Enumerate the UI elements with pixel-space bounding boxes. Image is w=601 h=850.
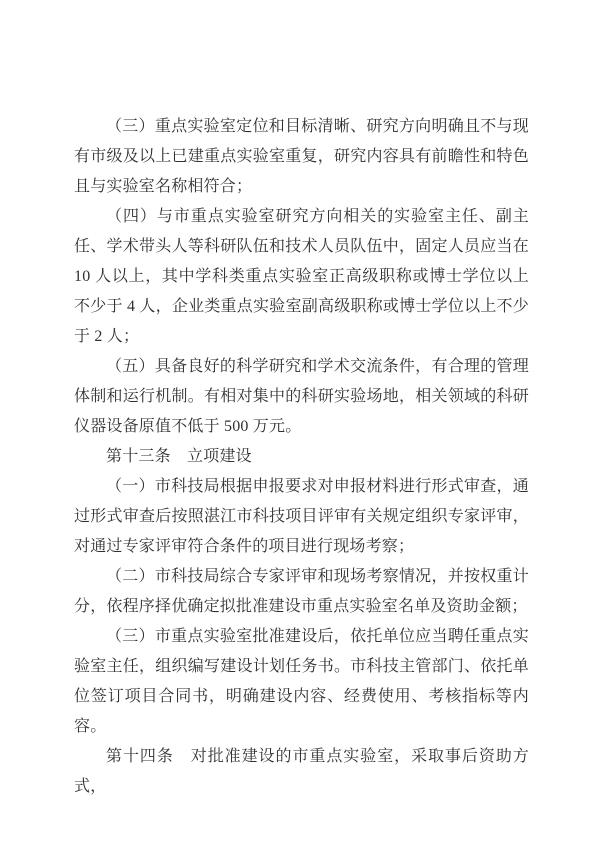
paragraph-item-4-personnel: （四）与市重点实验室研究方向相关的实验室主任、副主任、学术带头人等科研队伍和技术人员队伍中，固定人员应当在 10 人以上，其中学科类重点实验室正高级职称或博士学位以上不少于 4 人，企业类重点实验室副高级职称或博士学位以上不少于 2 人； xyxy=(74,208,529,345)
paragraph-article-13-item-2-scoring: （二）市科技局综合专家评审和现场考察情况，并按权重计分，依程序择优确定拟批准建设市重点实验室名单及资助金额； xyxy=(74,568,529,615)
paragraph-article-13-item-3-contract: （三）市重点实验室批准建设后，依托单位应当聘任重点实验室主任，组织编写建设计划任务书。市科技主管部门、依托单位签订项目合同书，明确建设内容、经费使用、考核指标等内容。 xyxy=(74,628,529,735)
paragraph-article-14-funding: 第十四条 对批准建设的市重点实验室，采取事后资助方式， xyxy=(74,748,529,795)
document-text-block xyxy=(74,112,529,802)
paragraph-item-3-positioning: （三）重点实验室定位和目标清晰、研究方向明确且不与现有市级及以上已建重点实验室重复，研究内容具有前瞻性和特色且与实验室名称相符合； xyxy=(74,118,529,195)
paragraph-item-5-facilities: （五）具备良好的科学研究和学术交流条件，有合理的管理体制和运行机制。有相对集中的科研实验场地，相关领域的科研仪器设备原值不低于 500 万元。 xyxy=(74,358,529,435)
paragraph-article-13-item-1-review: （一）市科技局根据申报要求对申报材料进行形式审查，通过形式审查后按照湛江市科技项目评审有关规定组织专家评审，对通过专家评审符合条件的项目进行现场考察； xyxy=(74,478,529,555)
paragraph-article-13-heading: 第十三条 立项建设 xyxy=(106,448,252,465)
